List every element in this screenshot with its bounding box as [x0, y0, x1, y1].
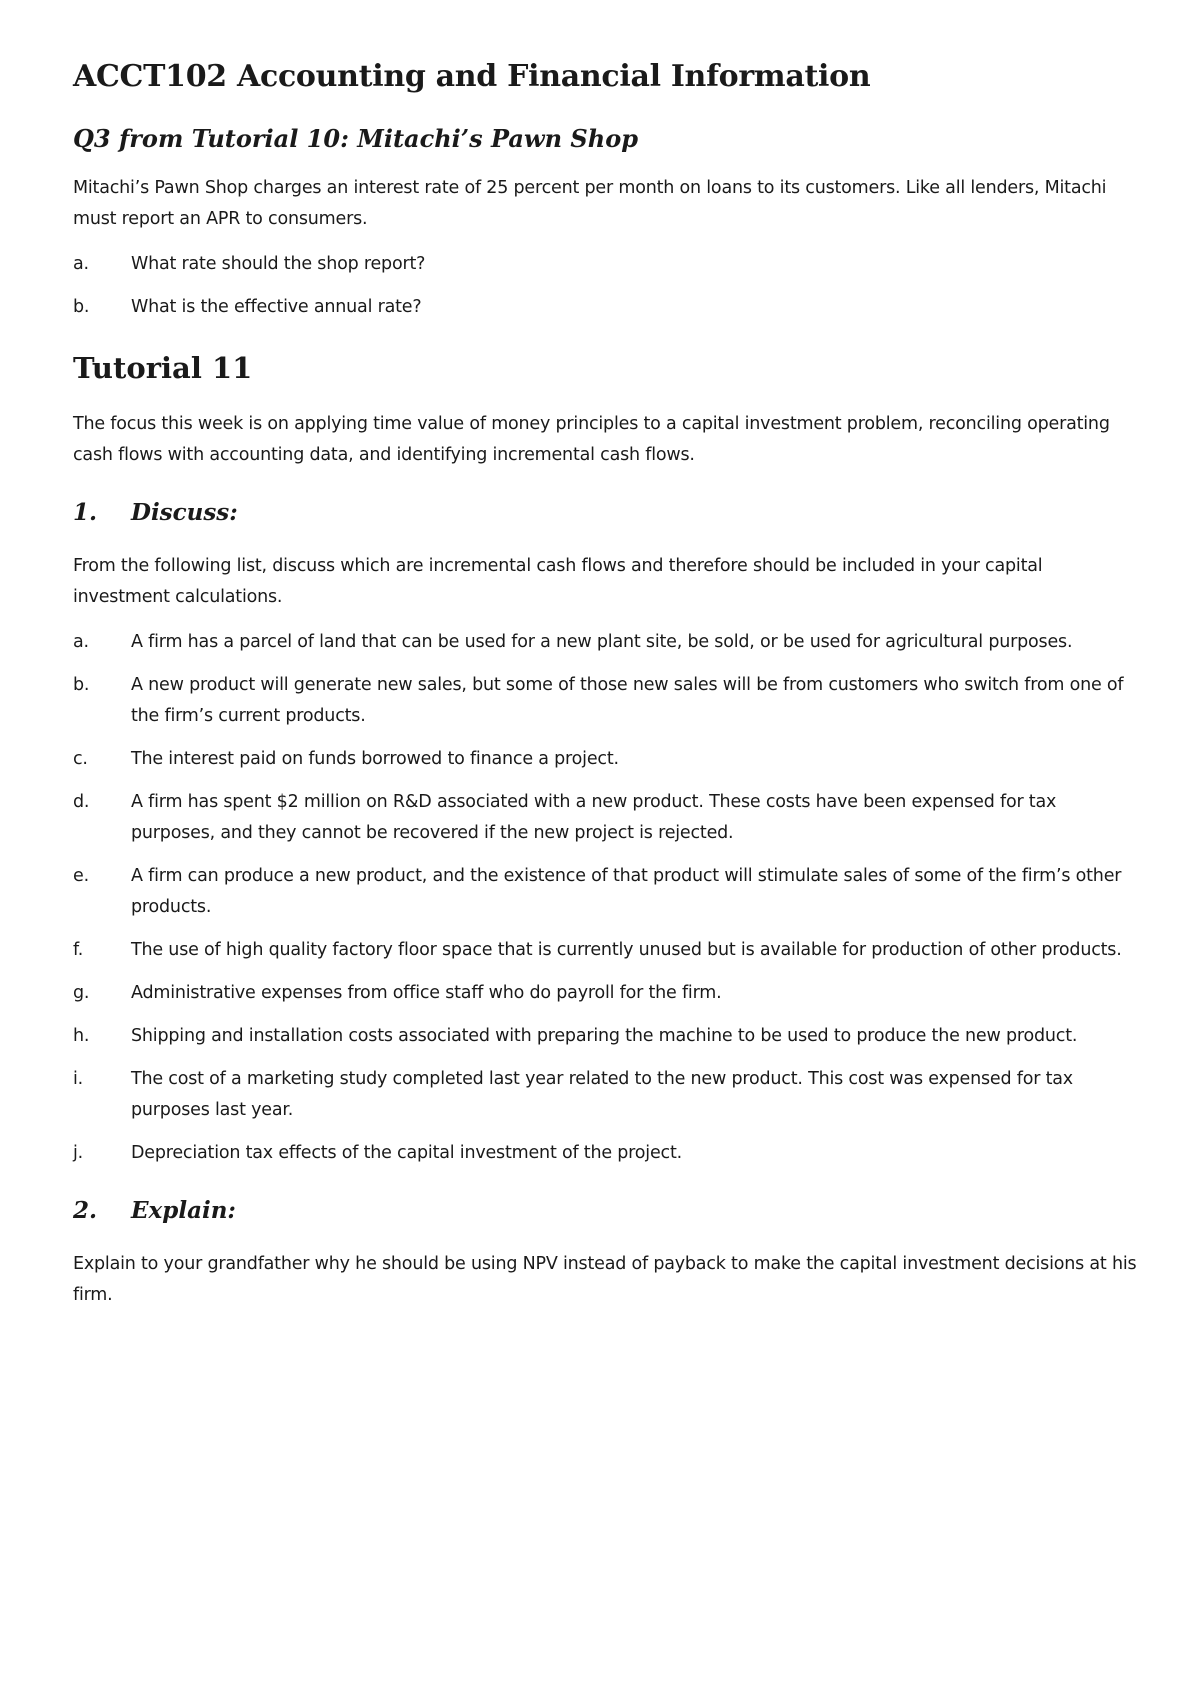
list-item-text: A new product will generate new sales, but some of those new sales will be from customers who switch from one of the firm’s current products.: [131, 675, 1124, 726]
section-2-intro: Explain to your grandfather why he should be using NPV instead of payback to make the capital investment decisions at his firm.: [73, 1254, 1137, 1305]
section-title: Discuss:: [131, 499, 238, 526]
list-item-text: Depreciation tax effects of the capital investment of the project.: [131, 1143, 682, 1163]
list-item-text: The cost of a marketing study completed last year related to the new product. This cost was expensed for tax purposes last year.: [131, 1069, 1073, 1120]
list-item-text: What rate should the shop report?: [131, 254, 426, 274]
list-item: [73, 249, 1143, 280]
list-item: [73, 1138, 1143, 1169]
list-item-text: A firm can produce a new product, and the existence of that product will stimulate sales of some of the firm’s other products.: [131, 866, 1122, 917]
list-marker: j.: [73, 1143, 84, 1163]
list-marker: b.: [73, 675, 90, 695]
list-item-text: What is the effective annual rate?: [131, 297, 422, 317]
document-title: ACCT102 Accounting and Financial Information: [73, 59, 871, 94]
list-item-text: Administrative expenses from office staff who do payroll for the firm.: [131, 983, 722, 1003]
list-item: [73, 1064, 1143, 1126]
document-page: [73, 58, 1143, 1311]
section-1-heading: [73, 497, 1143, 529]
list-item-text: Shipping and installation costs associated with preparing the machine to be used to produce the new product.: [131, 1026, 1078, 1046]
list-item: [73, 935, 1143, 966]
tutorial-heading: Tutorial 11: [73, 351, 253, 385]
q3-heading: Q3 from Tutorial 10: Mitachi’s Pawn Shop: [73, 124, 638, 153]
list-item: [73, 670, 1143, 732]
section-1-list: [73, 627, 1143, 1169]
list-marker: a.: [73, 632, 89, 652]
list-marker: c.: [73, 749, 88, 769]
list-marker: e.: [73, 866, 89, 886]
list-marker: h.: [73, 1026, 90, 1046]
list-marker: i.: [73, 1069, 84, 1089]
list-marker: f.: [73, 940, 84, 960]
tutorial-intro: The focus this week is on applying time value of money principles to a capital investment problem, reconciling operating cash flows with accounting data, and identifying incremental cash flows.: [73, 414, 1110, 465]
list-item-text: A firm has spent $2 million on R&D associated with a new product. These costs have been expensed for tax purposes, and they cannot be recovered if the new project is rejected.: [131, 792, 1057, 843]
section-title: Explain:: [131, 1197, 236, 1224]
list-item-text: The interest paid on funds borrowed to finance a project.: [131, 749, 619, 769]
list-item: [73, 744, 1143, 775]
list-item: [73, 1021, 1143, 1052]
section-number: 1.: [73, 499, 98, 526]
list-marker: g.: [73, 983, 90, 1003]
q3-intro: Mitachi’s Pawn Shop charges an interest rate of 25 percent per month on loans to its customers. Like all lenders, Mitachi must report an APR to consumers.: [73, 178, 1107, 229]
list-marker: b.: [73, 297, 90, 317]
list-item: [73, 861, 1143, 923]
q3-question-list: [73, 249, 1143, 323]
list-item: [73, 787, 1143, 849]
list-marker: d.: [73, 792, 90, 812]
section-1-intro: From the following list, discuss which are incremental cash flows and therefore should be included in your capital investment calculations.: [73, 556, 1043, 607]
section-2-heading: [73, 1195, 1143, 1227]
list-item-text: The use of high quality factory floor space that is currently unused but is available for production of other products.: [131, 940, 1122, 960]
list-item-text: A firm has a parcel of land that can be used for a new plant site, be sold, or be used for agricultural purposes.: [131, 632, 1073, 652]
list-item: [73, 292, 1143, 323]
list-marker: a.: [73, 254, 89, 274]
list-item: [73, 627, 1143, 658]
section-number: 2.: [73, 1197, 98, 1224]
list-item: [73, 978, 1143, 1009]
